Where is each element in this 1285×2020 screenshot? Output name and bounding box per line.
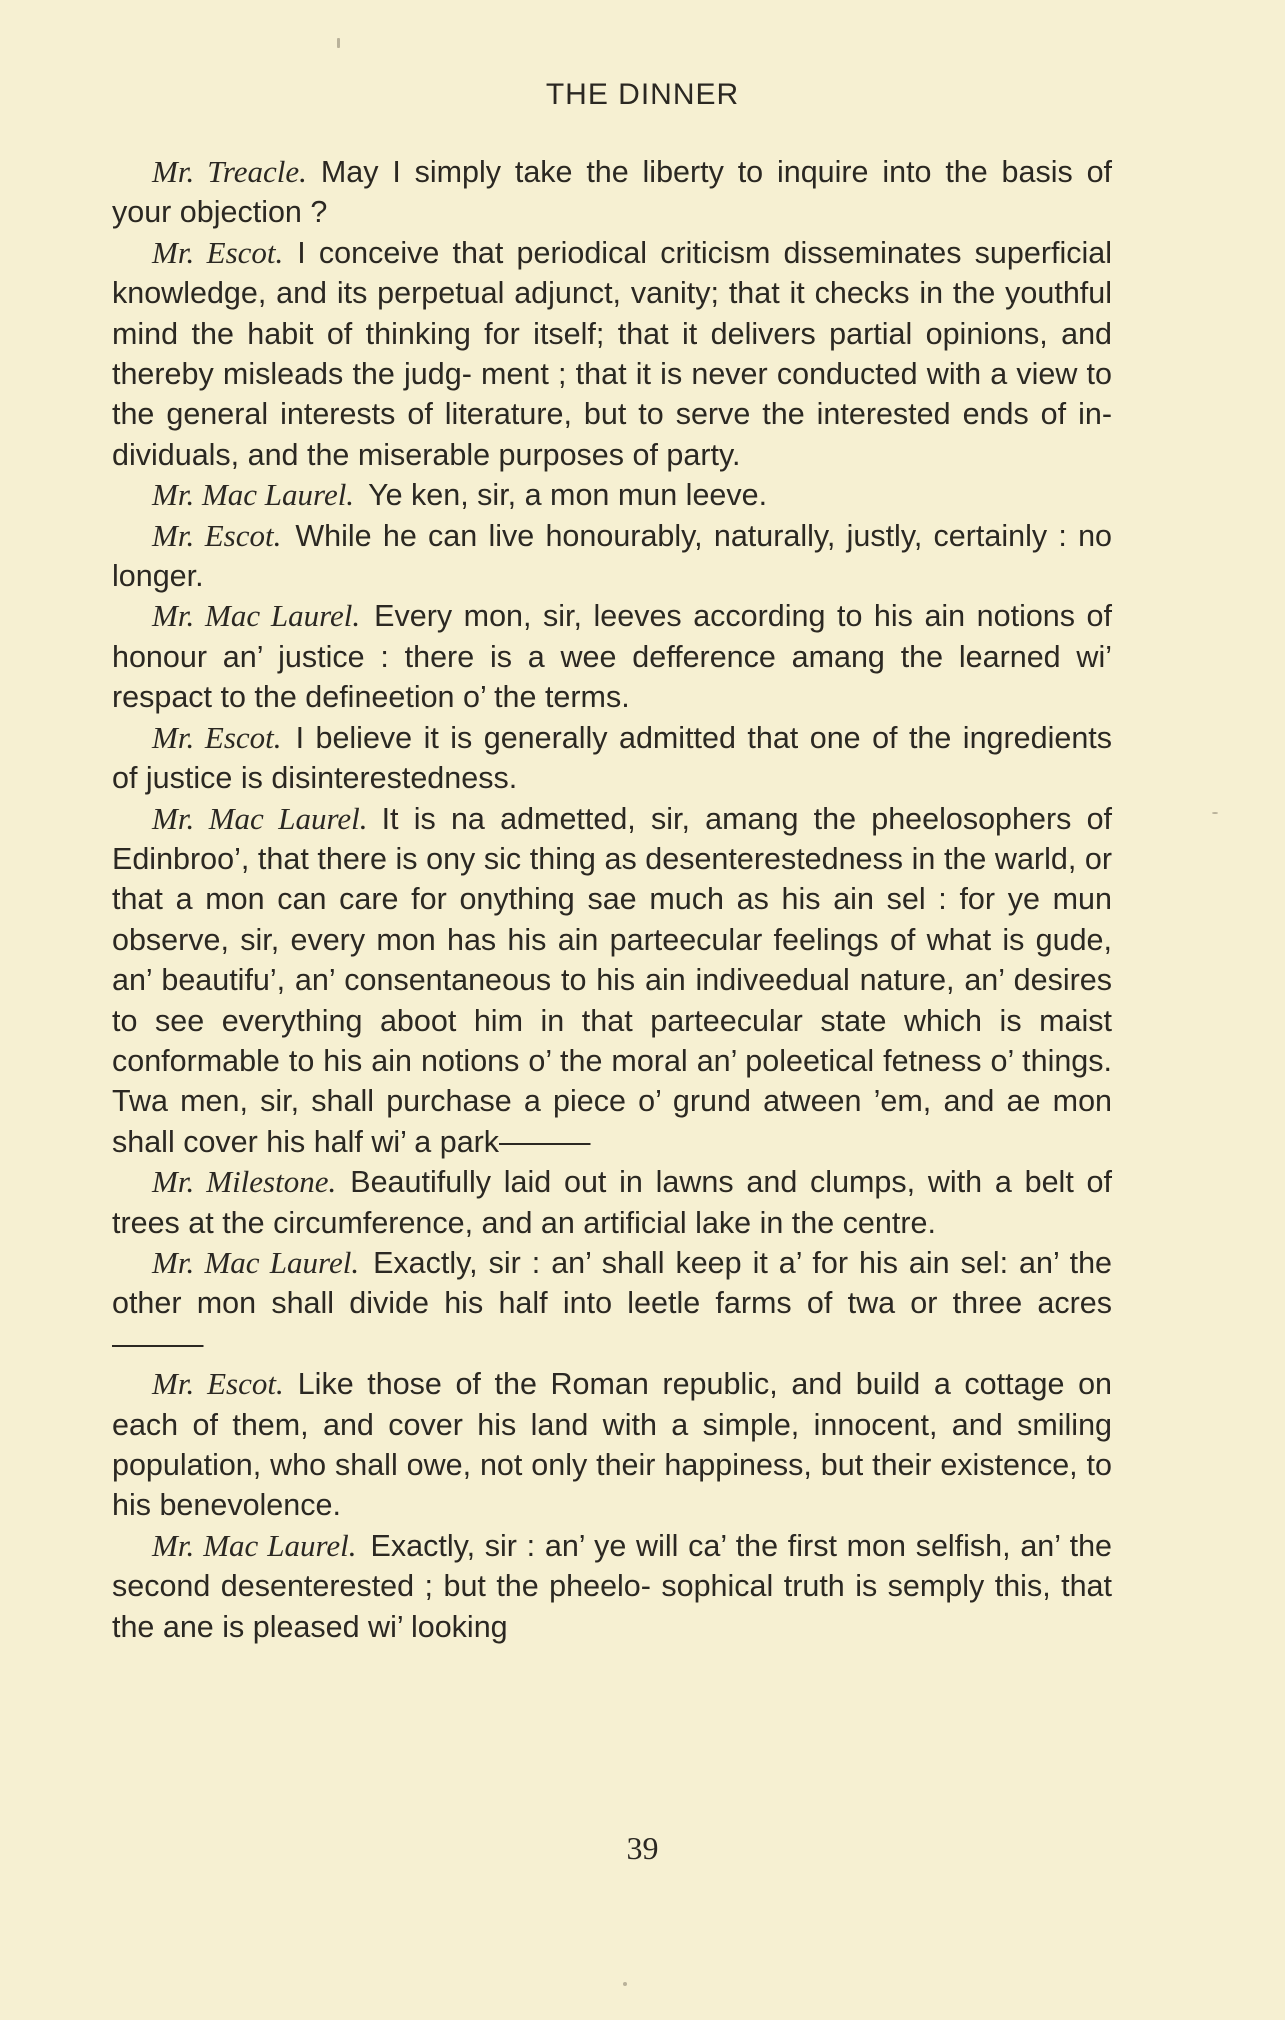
speech-text: Exactly, sir : an’ ye will ca’ the first mon selfish, an’ the second desenterested ; but the pheelo- sophical truth is semply this, that the ane is pleased wi’ looking [112,1528,1113,1644]
speech-text: Every mon, sir, leeves according to his ain notions of honour an’ justice : there is a wee defference amang the learned wi’ respact to the defineetion o’ the terms. [112,599,1112,715]
speaker-name: Mr. Mac Laurel. [152,800,368,836]
speaker-name: Mr. Mac Laurel. [152,1527,357,1563]
dialogue-paragraph [112,596,1112,717]
dialogue-paragraph [112,1364,1112,1526]
dialogue-paragraph [112,1162,1112,1243]
speech-text: May I simply take the liberty to inquire into the basis of your objection ? [112,155,1113,230]
dialogue-paragraph [112,475,1112,515]
dialogue-paragraph [112,718,1112,799]
dialogue-paragraph [112,1243,1112,1364]
speech-text: It is na admetted, sir, amang the pheelosophers of Edinbroo’, that there is ony sic thing as desenterestedness in the warld, or that a mon can care for onything sae much as his ain sel : for ye mun observe, sir, every mon has his ain parteecular feelings of what is gude, an’ beautifu’, an’ consentaneous to his ain indiveedual nature, an’ desires to see everything aboot him in that parteecular state which is maist conformable to his ain notions o’ the moral an’ poleetical fetness o’ things. Twa men, sir, shall purchase a piece o’ grund atween ’em, and ae mon shall cover his half wi’ a park——— [112,801,1113,1159]
dialogue-paragraph [112,799,1112,1163]
paper-speck [623,1982,627,1986]
speaker-name: Mr. Mac Laurel. [152,598,361,634]
speech-text: While he can live honourably, naturally, justly, certainly : no longer. [112,518,1112,594]
dialogue-paragraph [112,152,1112,233]
speech-text: Ye ken, sir, a mon mun leeve. [368,478,768,513]
speaker-name: Mr. Escot. [152,719,282,755]
speaker-name: Mr. Escot. [152,1366,284,1402]
paper-speck [337,38,340,48]
paper-speck [1212,812,1218,814]
dialogue-paragraph [112,1526,1112,1647]
speech-text: I believe it is generally admitted that one of the ingredients of justice is disinterestedness. [112,720,1113,796]
speaker-name: Mr. Mac Laurel. [152,1244,360,1280]
running-head: THE DINNER [545,78,740,111]
page-number: 39 [626,1830,659,1866]
speech-text: Like those of the Roman republic, and build a cottage on each of them, and cover his land with a simple, innocent, and smiling population, who shall owe, not only their happiness, but their existence, to his benevolence. [112,1367,1112,1523]
dialogue-paragraph [112,516,1112,597]
speaker-name: Mr. Escot. [152,517,282,553]
speech-text: Beautifully laid out in lawns and clumps, with a belt of trees at the circumference, and an artificial lake in the centre. [112,1165,1112,1240]
speech-text: I conceive that periodical criticism disseminates superficial knowledge, and its perpetual adjunct, vanity; that it checks in the youthful mind the habit of thinking for itself; that it delivers partial opinions, and thereby misleads the judg- ment ; that it is never conducted with a view to the general interests of literature, but to serve the interested ends of in- dividuals, and the miserable purposes of party. [112,235,1112,472]
speaker-name: Mr. Milestone. [152,1164,337,1200]
speaker-name: Mr. Mac Laurel. [152,477,355,513]
dialogue-paragraph [112,233,1112,475]
speech-text: Exactly, sir : an’ shall keep it a’ for his ain sel: an’ the other mon shall divide his half into leetle farms of twa or three acres——— [112,1245,1112,1361]
speaker-name: Mr. Treacle. [152,154,307,189]
speaker-name: Mr. Escot. [152,234,284,270]
dialogue-text [112,152,1112,1647]
